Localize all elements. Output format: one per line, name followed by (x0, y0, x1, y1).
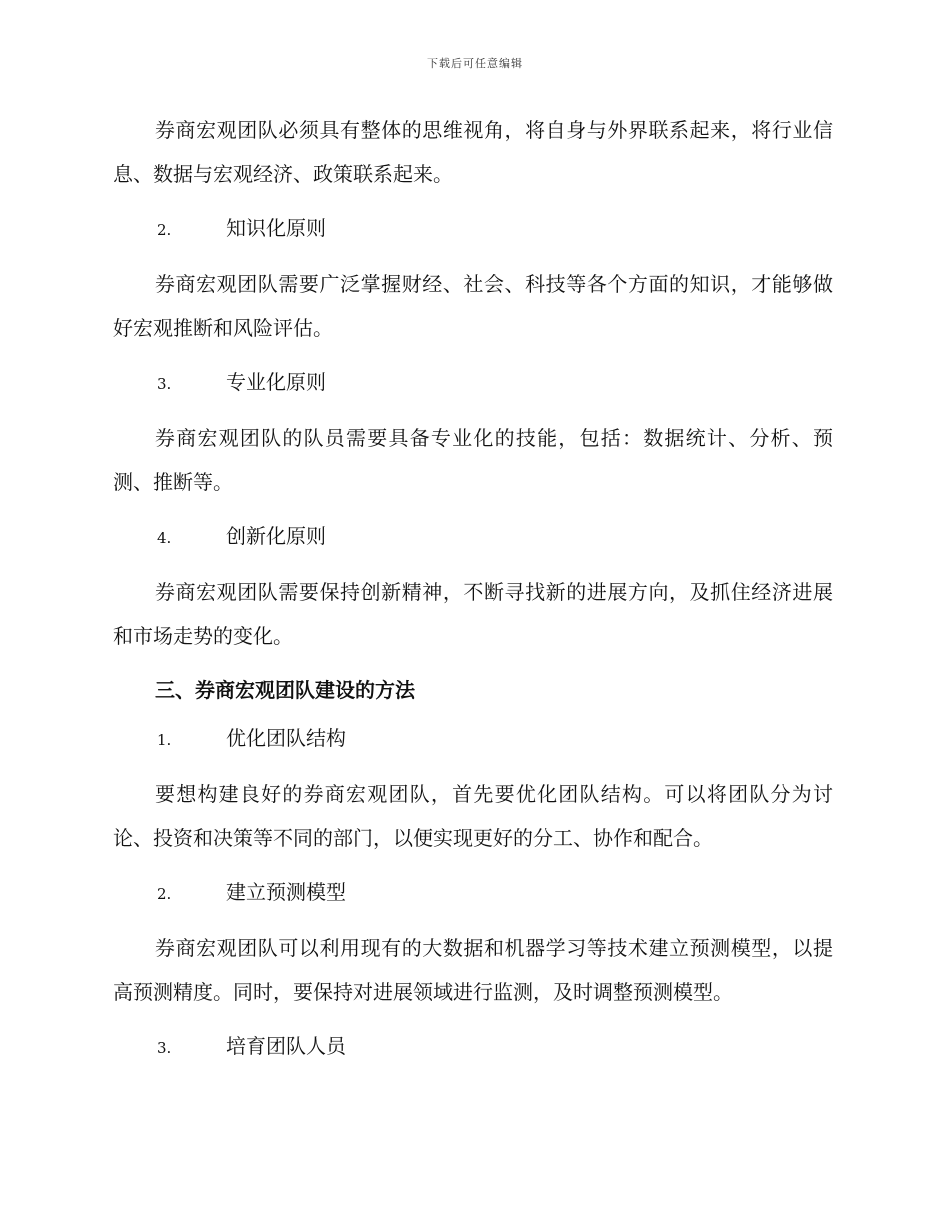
list-number: 1. (157, 731, 172, 749)
list-item (113, 366, 833, 400)
list-number: 4. (157, 529, 172, 547)
list-item-title: 专业化原则 (226, 370, 326, 394)
list-item-title: 知识化原则 (226, 216, 326, 240)
list-number: 2. (157, 885, 172, 903)
page-header: 下载后可任意编辑 (427, 57, 523, 70)
paragraph: 券商宏观团队的队员需要具备专业化的技能，包括：数据统计、分析、预测、推断等。 (113, 426, 833, 494)
list-number: 3. (157, 1039, 172, 1057)
list-item-title: 创新化原则 (226, 524, 326, 548)
list-item-title: 优化团队结构 (226, 726, 346, 750)
paragraph: 券商宏观团队需要广泛掌握财经、社会、科技等各个方面的知识，才能够做好宏观推断和风险评估。 (113, 272, 833, 340)
list-item (113, 876, 833, 910)
list-item (113, 722, 833, 756)
list-item (113, 520, 833, 554)
paragraph: 券商宏观团队可以利用现有的大数据和机器学习等技术建立预测模型，以提高预测精度。同时，要保持对进展领域进行监测，及时调整预测模型。 (113, 936, 833, 1004)
list-number: 3. (157, 375, 172, 393)
list-number: 2. (157, 221, 172, 239)
paragraph: 券商宏观团队需要保持创新精神，不断寻找新的进展方向，及抓住经济进展和市场走势的变化。 (113, 580, 833, 648)
document-body (113, 108, 833, 1080)
paragraph: 券商宏观团队必须具有整体的思维视角，将自身与外界联系起来，将行业信息、数据与宏观经济、政策联系起来。 (113, 118, 833, 186)
list-item-title: 建立预测模型 (226, 880, 346, 904)
section-heading: 三、券商宏观团队建设的方法 (155, 678, 415, 702)
list-item-title: 培育团队人员 (226, 1034, 346, 1058)
list-item (113, 212, 833, 246)
paragraph: 要想构建良好的券商宏观团队，首先要优化团队结构。可以将团队分为讨论、投资和决策等不同的部门，以便实现更好的分工、协作和配合。 (113, 782, 833, 850)
list-item (113, 1030, 833, 1064)
